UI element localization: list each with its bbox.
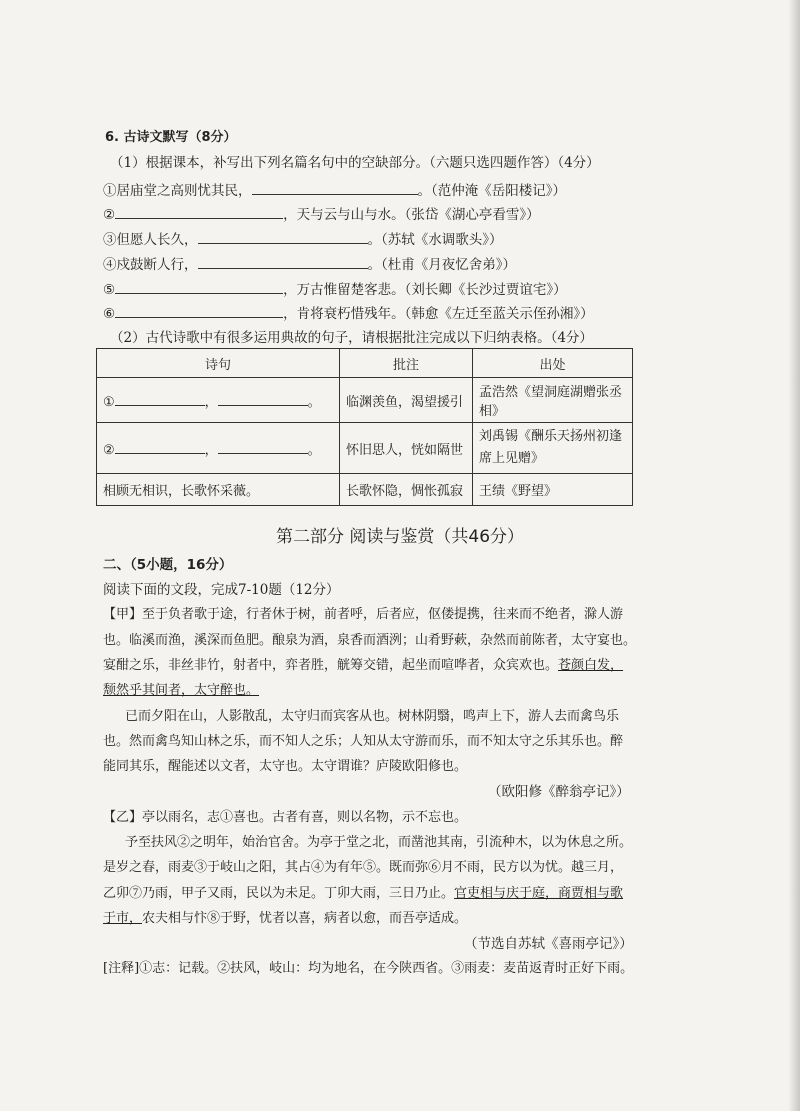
part2-title: 第二部分 阅读与鉴赏（共46分）	[275, 527, 525, 547]
table-header-poem: 诗句	[97, 349, 340, 378]
fill-item-4-pre: ④戍鼓断人行，	[103, 257, 198, 273]
yi-line-5	[103, 909, 467, 929]
jia-source: （欧阳修《醉翁亭记》）	[488, 784, 630, 800]
table-cell-poem	[97, 423, 340, 474]
fill-blank-3[interactable]	[198, 229, 368, 244]
table-cell-source: 孟浩然《望洞庭湖赠张丞相》	[473, 378, 633, 423]
row-2-prefix: ②	[103, 442, 115, 458]
table-header-source: 出处	[473, 349, 633, 378]
jia-line-2: 也。临溪而渔，溪深而鱼肥。酿泉为酒，泉香而酒洌；山肴野蔌，杂然而前陈者，太守宴也。	[103, 633, 637, 648]
yi-underline-1: 官吏相与庆于庭，商贾相与歌	[454, 886, 624, 901]
table-row	[97, 423, 633, 474]
fill-blank-2[interactable]	[115, 204, 283, 219]
row-2-end: 。	[307, 442, 321, 458]
fill-blank-4[interactable]	[198, 254, 368, 269]
fill-item-2-post: ，天与云与山与水。（张岱《湖心亭看雪》）	[283, 207, 540, 223]
yi-line-2: 予至扶风②之明年，始治官舍。为亭于堂之北，而凿池其南，引流种木，以为休息之所。	[125, 835, 633, 850]
table-row	[97, 474, 633, 506]
yi-line-3: 是岁之春，雨麦③于岐山之阳，其占④为有年⑤。既而弥⑥月不雨，民方以为忧。越三月，	[103, 860, 624, 875]
fill-item-3	[103, 229, 503, 250]
fill-item-3-pre: ③但愿人长久，	[103, 232, 198, 248]
yi-line-4-text: 乙卯⑦乃雨，甲子又雨，民以为未足。丁卯大雨，三日乃止。	[103, 886, 455, 901]
allusion-table	[96, 348, 633, 506]
fill-item-1	[103, 180, 566, 201]
fill-blank-6[interactable]	[115, 303, 283, 318]
table-blank-2a[interactable]	[115, 439, 205, 454]
row-1-end: 。	[307, 394, 321, 410]
fill-item-1-pre: ①居庙堂之高则忧其民，	[103, 183, 252, 199]
fill-item-5-pre: ⑤	[103, 282, 116, 298]
fill-blank-5[interactable]	[115, 279, 283, 294]
row-1-prefix: ①	[103, 394, 115, 410]
jia-underline-1: 苍颜白发，	[558, 658, 624, 673]
yi-line-1: 【乙】亭以雨名，志①喜也。古者有喜，则以名物，示不忘也。	[103, 810, 468, 825]
jia-line-4	[103, 681, 259, 701]
section-2-heading: 二、（5小题，16分）	[103, 557, 233, 573]
fill-item-4-post: 。（杜甫《月夜忆舍弟》）	[367, 257, 516, 273]
jia-p2-line-2: 也。然而禽鸟知山林之乐，而不知人之乐；人知从太守游而乐，而不知太守之乐其乐也。醉	[103, 734, 624, 749]
fill-item-5-post: ，万古惟留楚客悲。（刘长卿《长沙过贾谊宅》）	[283, 282, 567, 298]
fill-item-4	[103, 254, 516, 275]
row-1-comma: ，	[204, 394, 218, 410]
fill-item-3-post: 。（苏轼《水调歌头》）	[367, 232, 503, 248]
table-cell-note: 长歌怀隐，惆怅孤寂	[340, 474, 473, 506]
table-cell-source: 刘禹锡《酬乐天扬州初逢席上见赠》	[473, 423, 633, 474]
table-blank-1a[interactable]	[115, 391, 205, 406]
page-edge-shadow	[788, 0, 800, 1111]
jia-line-3	[103, 656, 623, 676]
jia-p2-line-3: 能同其乐，醒能述以文者，太守也。太守谓谁？庐陵欧阳修也。	[103, 759, 468, 774]
fill-item-2-pre: ②	[103, 207, 116, 223]
yi-line-5-text: 农夫相与忭⑧于野，忧者以喜，病者以愈，而吾亭适成。	[142, 911, 468, 926]
table-header-note: 批注	[340, 349, 473, 378]
yi-line-4	[103, 884, 623, 904]
fill-item-6-pre: ⑥	[103, 306, 116, 322]
table-cell-source: 王绩《野望》	[473, 474, 633, 506]
q6-part2-instruction: （2）古代诗歌中有很多运用典故的句子，请根据批注完成以下归纳表格。（4分）	[110, 330, 593, 346]
yi-footnote: [注释]①志：记载。②扶风，岐山：均为地名，在今陕西省。③雨麦：麦苗返青时正好下雨。	[103, 961, 634, 976]
fill-item-5	[103, 279, 567, 300]
jia-p2-line-1: 已而夕阳在山，人影散乱，太守归而宾客从也。树林阴翳，鸣声上下，游人去而禽鸟乐	[125, 709, 620, 724]
table-cell-note: 临渊羡鱼，渴望援引	[340, 378, 473, 423]
fill-item-6	[103, 303, 594, 324]
table-cell-poem	[97, 378, 340, 423]
jia-line-3-text: 宴酣之乐，非丝非竹，射者中，弈者胜，觥筹交错，起坐而喧哗者，众宾欢也。	[103, 658, 559, 673]
fill-item-1-post: 。（范仲淹《岳阳楼记》）	[417, 183, 566, 199]
table-blank-1b[interactable]	[218, 391, 308, 406]
table-header-row	[97, 349, 633, 378]
reading-instruction: 阅读下面的文段，完成7-10题（12分）	[103, 582, 340, 598]
fill-blank-1[interactable]	[252, 180, 418, 195]
yi-source: （节选自苏轼《喜雨亭记》）	[464, 936, 633, 952]
yi-underline-2: 于市，	[103, 911, 143, 926]
table-row	[97, 378, 633, 423]
row-2-comma: ，	[204, 442, 218, 458]
table-cell-note: 怀旧思人，恍如隔世	[340, 423, 473, 474]
fill-item-6-post: ，肯将衰朽惜残年。（韩愈《左迁至蓝关示侄孙湘》）	[283, 306, 594, 322]
q6-title: 6. 古诗文默写（8分）	[105, 130, 237, 145]
fill-item-2	[103, 204, 540, 225]
q6-part1-instruction: （1）根据课本，补写出下列名篇名句中的空缺部分。（六题只选四题作答）（4分）	[110, 155, 600, 171]
jia-line-1: 【甲】至于负者歌于途，行者休于树，前者呼，后者应，伛偻提携，往来而不绝者，滁人游	[103, 607, 624, 622]
table-blank-2b[interactable]	[218, 439, 308, 454]
jia-underline-2: 颓然乎其间者，太守醉也。	[103, 683, 260, 698]
table-cell-poem: 相顾无相识，长歌怀采薇。	[97, 474, 340, 506]
